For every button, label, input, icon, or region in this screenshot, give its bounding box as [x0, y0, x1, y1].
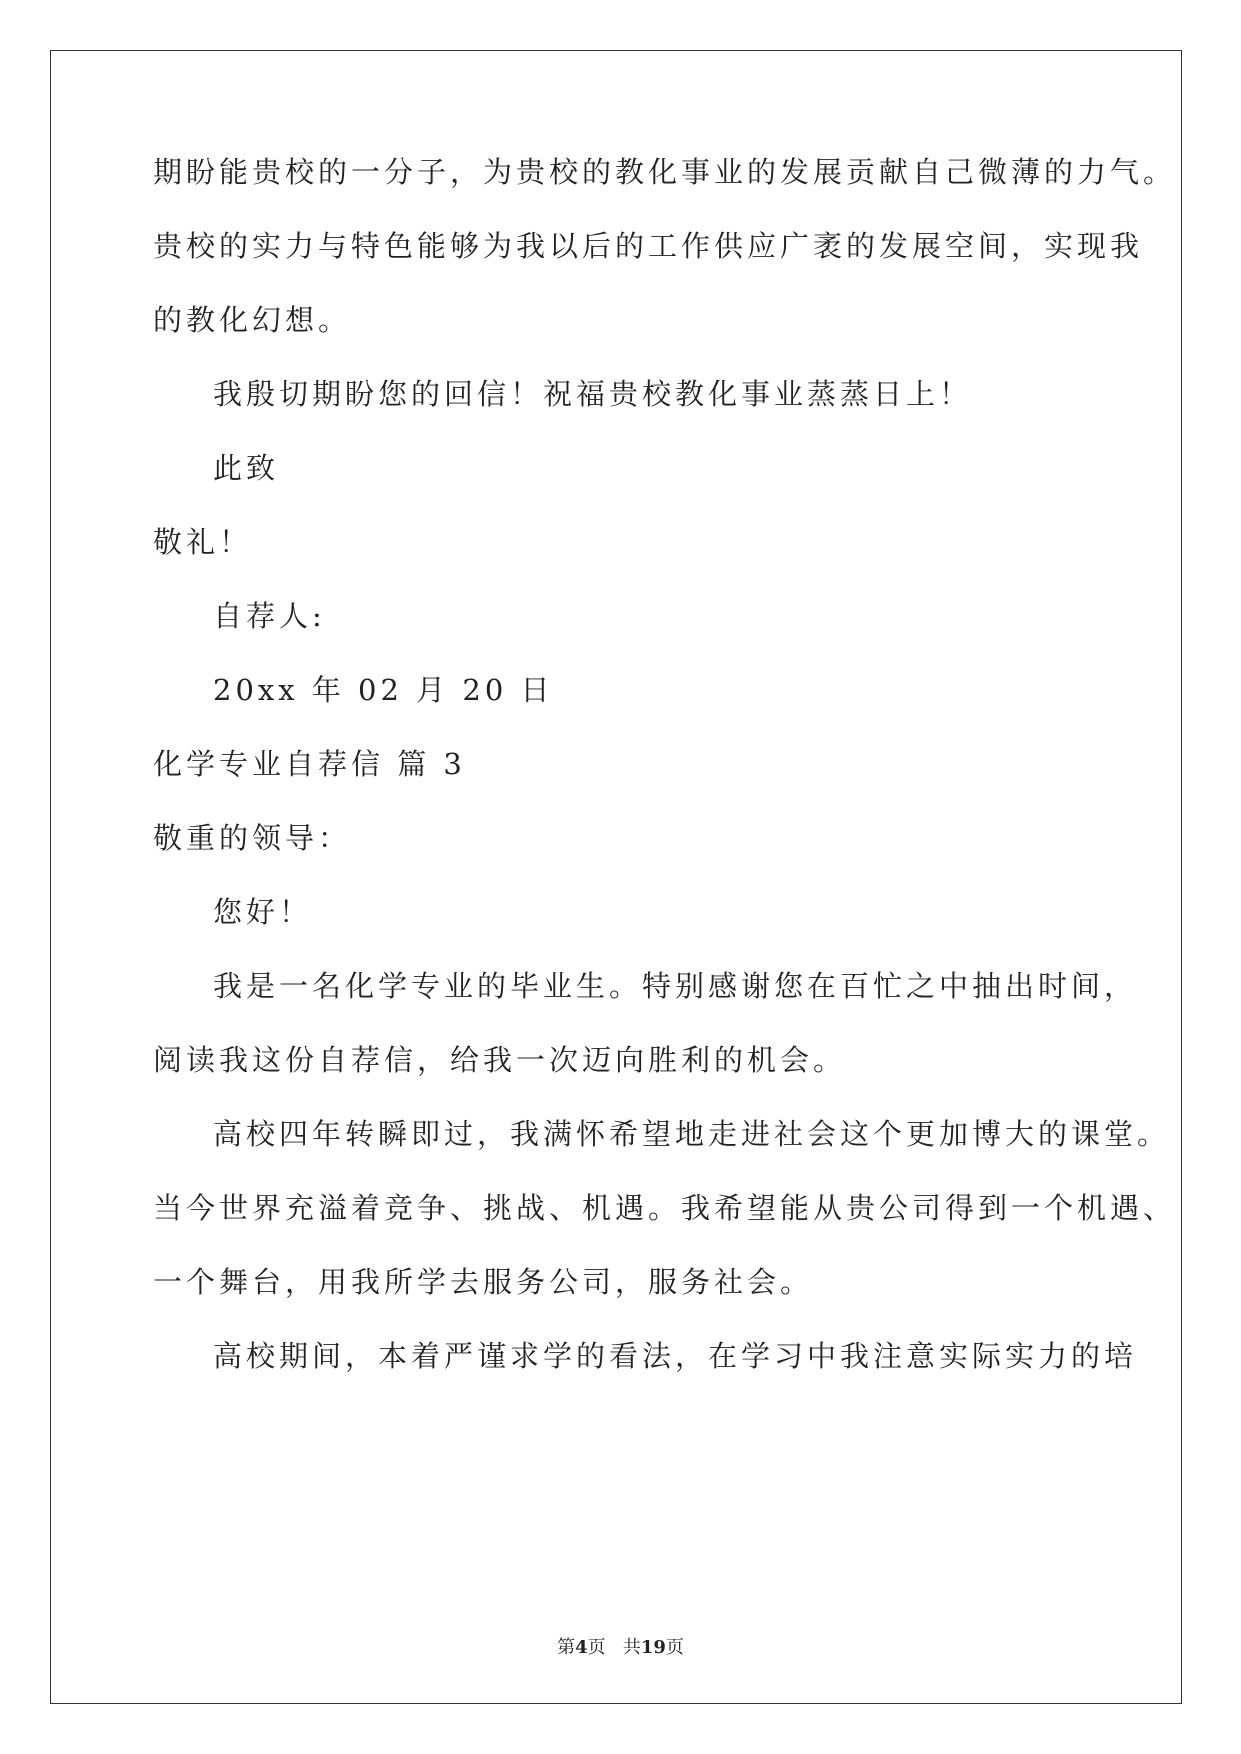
footer-total-suffix: 页 [665, 1637, 684, 1658]
page-footer [0, 1636, 1241, 1660]
body-line: 阅读我这份自荐信，给我一次迈向胜利的机会。 [153, 1043, 847, 1077]
closing-regards: 敬礼！ [153, 525, 253, 559]
signature-label: 自荐人: [213, 599, 326, 633]
body-line: 高校期间，本着严谨求学的看法，在学习中我注意实际实力的培 [213, 1339, 1138, 1373]
page-border [50, 50, 1182, 1704]
body-line: 我是一名化学专业的毕业生。特别感谢您在百忙之中抽出时间， [213, 969, 1138, 1003]
body-line: 当今世界充溢着竞争、挑战、机遇。我希望能从贵公司得到一个机遇、 [153, 1191, 1177, 1225]
section-heading: 化学专业自荐信 篇 3 [153, 747, 466, 781]
body-line: 的教化幻想。 [153, 303, 352, 337]
body-line: 一个舞台，用我所学去服务公司，服务社会。 [153, 1265, 814, 1299]
footer-prefix: 第 [557, 1637, 576, 1658]
body-line: 我殷切期盼您的回信！祝福贵校教化事业蒸蒸日上！ [213, 377, 973, 411]
body-line: 贵校的实力与特色能够为我以后的工作供应广袤的发展空间，实现我 [153, 229, 1144, 263]
footer-total-pages: 19 [640, 1637, 666, 1658]
date-line: 20xx 年 02 月 20 日 [213, 673, 554, 707]
footer-page-number: 4 [575, 1637, 588, 1658]
greeting-line: 敬重的领导： [153, 821, 352, 855]
body-line: 高校四年转瞬即过，我满怀希望地走进社会这个更加博大的课堂。 [213, 1117, 1171, 1151]
footer-page-suffix: 页 [587, 1637, 606, 1658]
closing-salutation: 此致 [213, 451, 280, 485]
footer-total-prefix: 共 [622, 1637, 641, 1658]
body-line: 期盼能贵校的一分子，为贵校的教化事业的发展贡献自己微薄的力气。 [153, 155, 1177, 189]
greeting-line: 您好！ [213, 895, 313, 929]
